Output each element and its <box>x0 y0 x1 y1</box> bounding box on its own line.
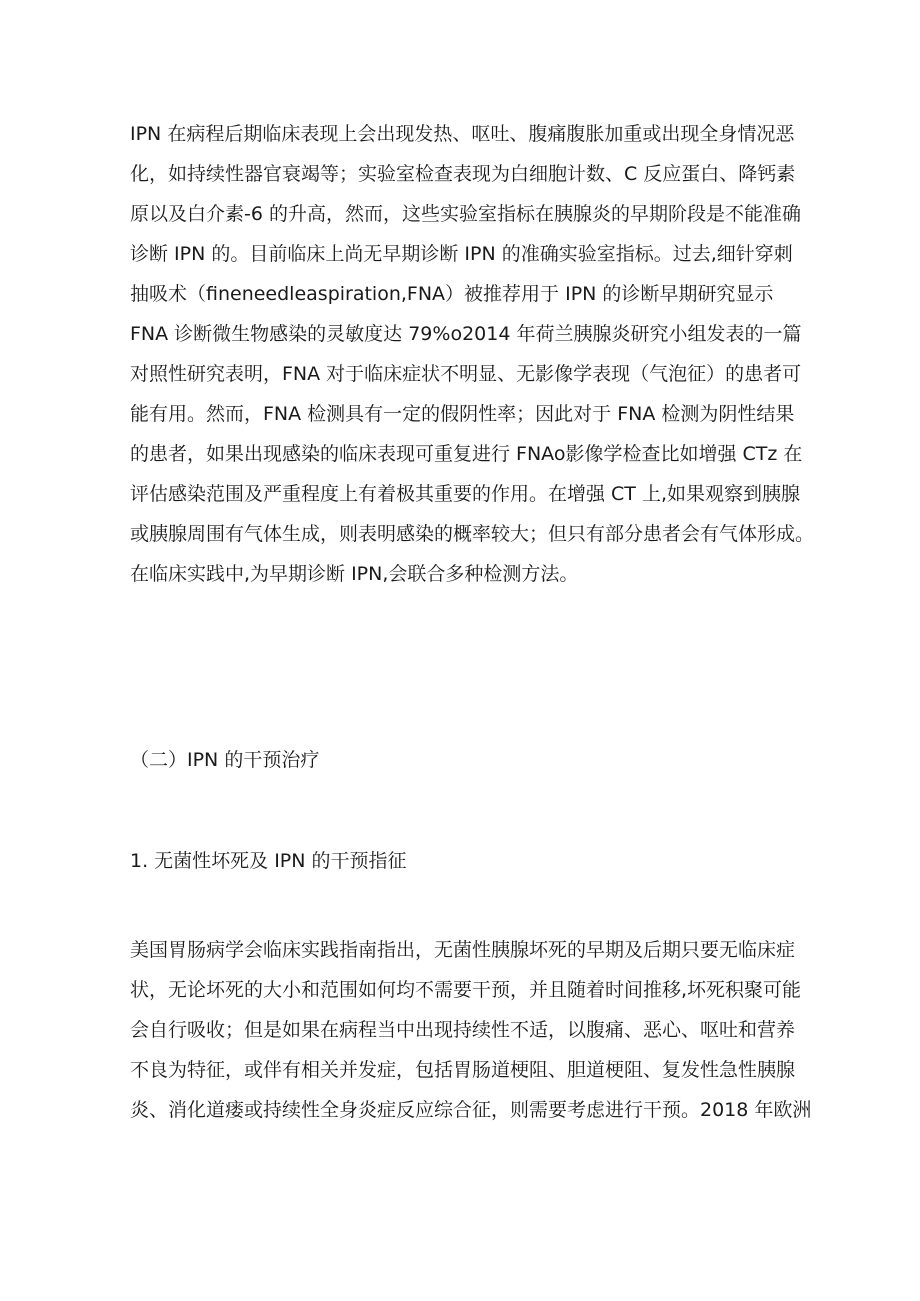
text-line: 不良为特征，或伴有相关并发症，包括胃肠道梗阻、胆道梗阻、复发性急性胰腺 <box>130 1059 796 1081</box>
text-line: FNA 诊断微生物感染的灵敏度达 79%o2014 年荷兰胰腺炎研究小组发表的一篇 <box>130 323 802 345</box>
text-line: 或胰腺周围有气体生成，则表明感染的概率较大；但只有部分患者会有气体形成。 <box>130 523 815 545</box>
text-line: 化，如持续性器官衰竭等；实验室检查表现为白细胞计数、C 反应蛋白、降钙素 <box>130 163 796 185</box>
text-line: 对照性研究表明，FNA 对于临床症状不明显、无影像学表现（气泡征）的患者可 <box>130 363 802 385</box>
text-line: 的患者，如果出现感染的临床表现可重复进行 FNAo影像学检查比如增强 CTz 在 <box>130 443 803 465</box>
text-line: 美国胃肠病学会临床实践指南指出，无菌性胰腺坏死的早期及后期只要无临床症 <box>130 939 796 961</box>
text-line: 原以及白介素-6 的升高，然而，这些实验室指标在胰腺炎的早期阶段是不能准确 <box>130 203 801 225</box>
text-line: IPN 在病程后期临床表现上会出现发热、呕吐、腹痛腹胀加重或出现全身情况恶 <box>130 123 795 145</box>
subsection-heading: 1. 无菌性坏死及 IPN 的干预指征 <box>130 850 407 872</box>
text-line: 诊断 IPN 的。目前临床上尚无早期诊断 IPN 的准确实验室指标。过去,细针穿刺 <box>130 243 793 265</box>
paragraph-ipn-diagnosis <box>130 114 815 594</box>
text-line: 在临床实践中,为早期诊断 IPN,会联合多种检测方法。 <box>130 563 579 585</box>
text-line: 抽吸术（fineneedleaspiration,FNA）被推荐用于 IPN 的诊断早期研究显示 <box>130 283 774 305</box>
text-line: 状，无论坏死的大小和范围如何均不需要干预，并且随着时间推移,坏死积聚可能 <box>130 979 802 1001</box>
text-line: 评估感染范围及严重程度上有着极其重要的作用。在增强 CT 上,如果观察到胰腺 <box>130 483 800 505</box>
section-heading: （二）IPN 的干预治疗 <box>130 749 320 771</box>
text-line: 炎、消化道瘘或持续性全身炎症反应综合征，则需要考虑进行干预。2018 年欧洲 <box>130 1099 812 1121</box>
text-line: 会自行吸收；但是如果在病程当中出现持续性不适，以腹痛、恶心、呕吐和营养 <box>130 1019 796 1041</box>
text-line: 能有用。然而，FNA 检测具有一定的假阴性率；因此对于 FNA 检测为阴性结果 <box>130 403 795 425</box>
paragraph-intervention-indications <box>130 930 812 1130</box>
